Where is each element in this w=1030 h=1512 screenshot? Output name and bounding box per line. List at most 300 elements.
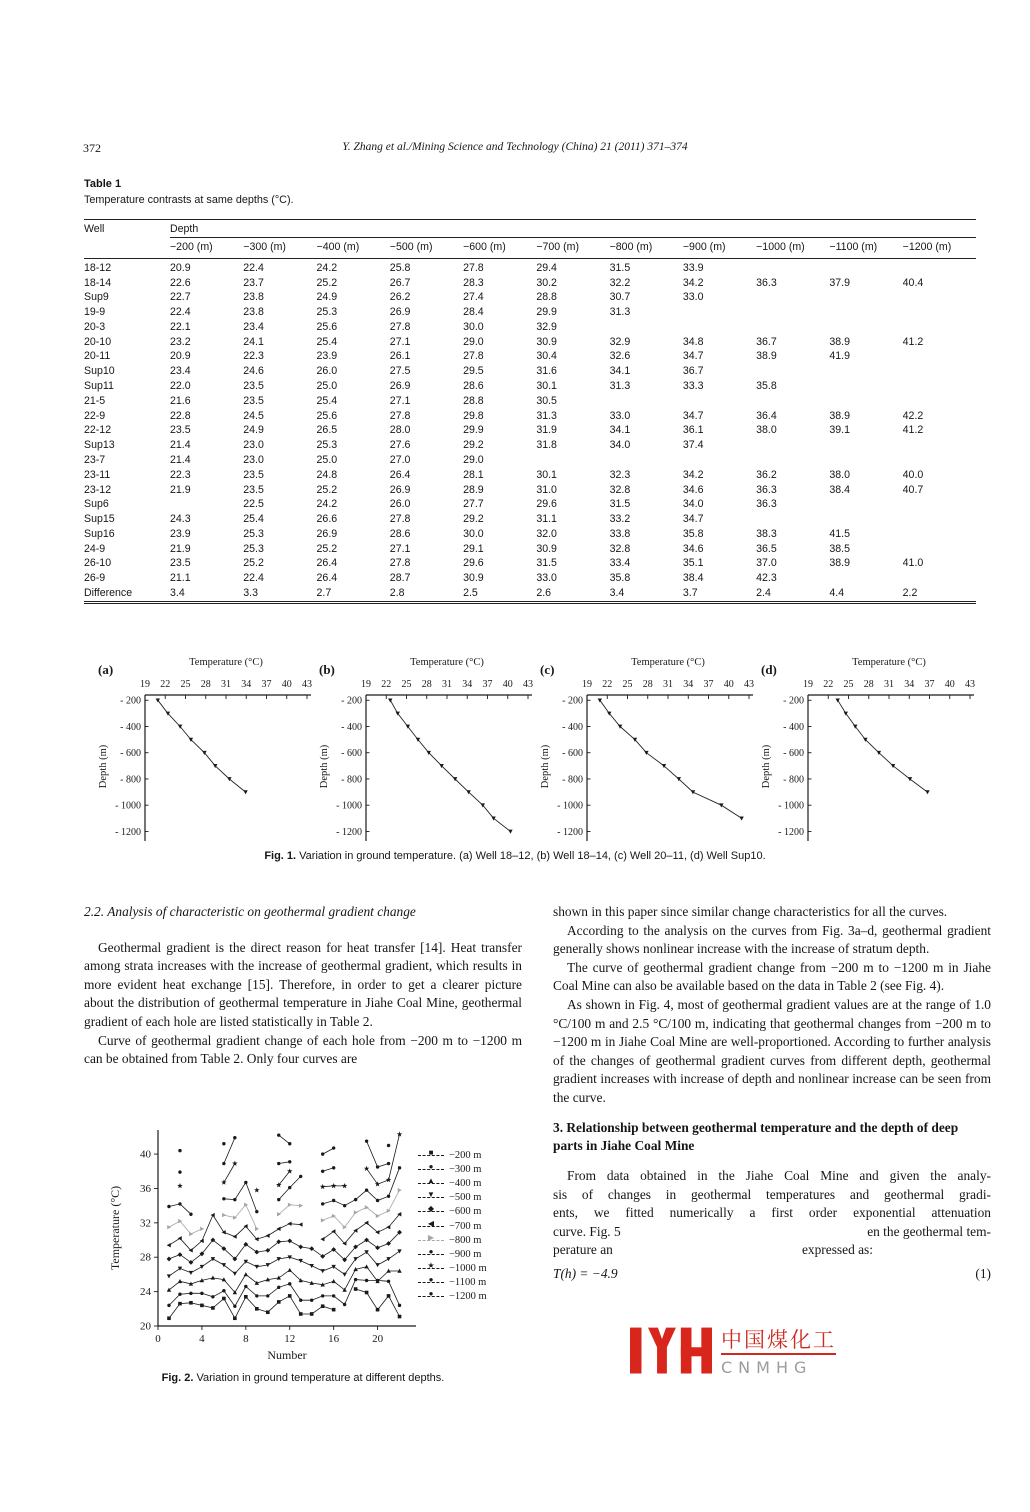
- table-cell-well: 20-3: [84, 320, 106, 333]
- svg-text:34: 34: [241, 679, 252, 690]
- equation-1-expression: T(h) = −4.9: [553, 1265, 618, 1281]
- legend-line-sample: [418, 1275, 444, 1285]
- table-cell-value: 24.5: [243, 409, 264, 422]
- svg-text:16: 16: [328, 1333, 340, 1345]
- table-cell-value: 38.4: [829, 483, 851, 496]
- section-3-heading: 3. Relationship between geothermal temperature and the depth of deep parts in Jiahe Coal Mine: [553, 1119, 959, 1153]
- svg-text:12: 12: [284, 1333, 296, 1345]
- table-cell-value: [829, 365, 902, 380]
- table-cell-value: 2.7: [316, 586, 332, 599]
- svg-text:37: 37: [482, 679, 493, 690]
- table-cell-value: 28.7: [389, 572, 411, 585]
- table-cell-value: 31.3: [536, 409, 557, 422]
- svg-text:20: 20: [372, 1333, 384, 1345]
- table-cell-value: [903, 258, 976, 276]
- table-cell-value: [903, 572, 976, 587]
- svg-text:Temperature (°C): Temperature (°C): [852, 657, 926, 668]
- table-cell-value: 34.1: [609, 424, 631, 437]
- table-cell-value: 30.1: [536, 468, 557, 481]
- svg-text:31: 31: [221, 679, 231, 690]
- table-cell-value: 27.8: [463, 261, 484, 274]
- table-cell-value: 38.3: [756, 527, 777, 540]
- table-cell-value: 31.9: [536, 424, 557, 437]
- table-cell-value: [903, 512, 976, 527]
- table-cell-value: 23.5: [243, 468, 264, 481]
- table-cell-value: [683, 394, 756, 409]
- table-cell-value: 32.8: [609, 542, 631, 555]
- table1-column-header: −1200 (m): [903, 238, 976, 259]
- svg-text:- 600: - 600: [341, 748, 362, 760]
- table-cell-value: 26.9: [389, 380, 411, 393]
- table-row: [84, 379, 976, 394]
- svg-text:- 1200: - 1200: [115, 826, 141, 838]
- legend-line-sample: [418, 1147, 444, 1157]
- table-cell-well: Sup13: [84, 439, 115, 452]
- table-cell-value: 25.2: [316, 542, 338, 555]
- table-cell-value: 23.0: [243, 439, 264, 452]
- table-cell-value: 25.3: [243, 527, 264, 540]
- table-cell-value: 29.9: [536, 306, 557, 319]
- table-cell-value: 26.6: [316, 513, 338, 526]
- table-cell-value: 30.2: [536, 276, 557, 289]
- svg-text:40: 40: [281, 679, 292, 690]
- svg-text:40: 40: [140, 1148, 151, 1161]
- left-paragraph-1: Geothermal gradient is the direct reason for heat transfer [14]. Heat transfer among strata increases with the increase of geothermal gradient, which results in more evident heat exchange [15]. Therefore, in order to get a clearer picture about the distribution of geothermal temperature in Jiahe Coal Mine, geothermal gradient of each hole are listed statistically in Table 2.: [84, 939, 522, 1029]
- table-cell-value: 36.1: [682, 424, 704, 437]
- svg-text:- 1000: - 1000: [336, 800, 362, 812]
- figure-1-caption-label: Fig. 1.: [264, 850, 297, 862]
- table-cell-value: [903, 498, 976, 513]
- table-cell-value: 22.3: [243, 350, 264, 363]
- table-cell-value: 36.3: [756, 483, 777, 496]
- svg-text:- 1000: - 1000: [115, 800, 141, 812]
- svg-text:Temperature (°C): Temperature (°C): [108, 1185, 122, 1271]
- table-cell-value: [756, 394, 829, 409]
- svg-text:28: 28: [863, 679, 874, 690]
- table-cell-well: 26-10: [84, 557, 112, 570]
- series-line: [279, 1135, 290, 1144]
- table-cell-value: [903, 365, 976, 380]
- svg-text:Depth (m): Depth (m): [319, 744, 330, 789]
- table-cell-value: 41.5: [829, 527, 851, 540]
- legend-item: [418, 1219, 487, 1233]
- svg-text:- 600: - 600: [562, 748, 583, 760]
- table-cell-value: 23.7: [243, 276, 264, 289]
- figure-2-caption-label: Fig. 2.: [161, 1372, 194, 1384]
- table-row: [84, 498, 976, 513]
- s3-fragment-right: expressed as:: [801, 1242, 873, 1258]
- table-cell-value: 42.2: [902, 409, 924, 422]
- table-cell-value: 26.4: [316, 572, 338, 585]
- series-line: [367, 1141, 389, 1167]
- svg-text:- 800: - 800: [562, 774, 583, 786]
- table-row: [84, 365, 976, 380]
- legend-label: −900 m: [449, 1248, 482, 1260]
- table-cell-value: [829, 306, 902, 321]
- series-line: [224, 1205, 257, 1229]
- table-cell-value: 33.0: [682, 291, 704, 304]
- svg-text:Temperature (°C): Temperature (°C): [189, 657, 263, 668]
- table-cell-value: 31.3: [609, 380, 631, 393]
- table-cell-value: 31.5: [536, 557, 557, 570]
- series-line: [169, 1296, 334, 1318]
- table-cell-value: 29.6: [463, 557, 484, 570]
- table-cell-value: 23.5: [170, 557, 191, 570]
- table-cell-value: 38.5: [829, 542, 851, 555]
- svg-text:Depth (m): Depth (m): [98, 744, 109, 789]
- svg-text:- 200: - 200: [783, 695, 804, 707]
- table-cell-value: 27.4: [463, 291, 484, 304]
- table-cell-value: [170, 498, 243, 513]
- table-cell-value: 40.4: [902, 276, 924, 289]
- series-line: [390, 700, 510, 831]
- table-cell-value: 21.4: [170, 453, 191, 466]
- table-cell-well: 22-9: [84, 409, 106, 422]
- table-cell-well: Sup9: [84, 291, 109, 304]
- svg-text:25: 25: [180, 679, 191, 690]
- series-line: [224, 1138, 235, 1164]
- legend-marker-icon: ◀: [427, 1218, 435, 1228]
- left-paragraph-2: Curve of geothermal gradient change of each hole from −200 m to −1200 m can be obtained from Table 2. Only four curves are: [84, 1032, 522, 1067]
- table-cell-value: 30.1: [536, 380, 557, 393]
- right-paragraph-1: shown in this paper since similar change characteristics for all the curves.: [553, 904, 948, 919]
- table-cell-value: 34.6: [682, 542, 704, 555]
- legend-item: [418, 1290, 487, 1304]
- table-cell-well: 23-12: [84, 483, 112, 496]
- section-3-paragraph: [553, 1167, 991, 1260]
- table-cell-value: 28.0: [389, 424, 411, 437]
- svg-text:- 1000: - 1000: [778, 800, 804, 812]
- table-cell-value: 31.5: [609, 498, 631, 511]
- svg-text:- 800: - 800: [120, 774, 141, 786]
- svg-text:- 400: - 400: [341, 721, 362, 733]
- table-cell-value: 33.0: [609, 409, 631, 422]
- table-cell-value: 26.5: [316, 424, 338, 437]
- table1-column-header: −400 (m): [317, 238, 390, 259]
- svg-text:19: 19: [803, 679, 813, 690]
- table-cell-value: 31.0: [536, 483, 557, 496]
- svg-text:20: 20: [140, 1320, 151, 1333]
- watermark-text: [721, 1329, 836, 1377]
- table-row: [84, 424, 976, 439]
- table-row: [84, 453, 976, 468]
- legend-label: −1000 m: [449, 1263, 487, 1275]
- svg-text:43: 43: [302, 679, 312, 690]
- svg-text:40: 40: [723, 679, 734, 690]
- table-cell-value: [903, 453, 976, 468]
- table-cell-value: 28.8: [536, 291, 557, 304]
- table-cell-value: 41.9: [829, 350, 851, 363]
- table-cell-value: [829, 498, 902, 513]
- section-2-2-heading: 2.2. Analysis of characteristic on geothermal gradient change: [84, 904, 416, 919]
- table1-depth-header: Depth: [170, 220, 976, 238]
- svg-text:43: 43: [965, 679, 975, 690]
- table-cell-value: 29.4: [536, 261, 557, 274]
- table-cell-value: 38.0: [756, 424, 777, 437]
- table-cell-value: 24.6: [243, 365, 264, 378]
- series-line: [279, 1205, 301, 1214]
- figure-1-caption: [0, 850, 1030, 862]
- table-cell-value: 22.0: [170, 380, 191, 393]
- svg-text:25: 25: [401, 679, 412, 690]
- table-cell-value: [903, 291, 976, 306]
- legend-label: −1100 m: [449, 1277, 487, 1289]
- table-cell-value: [683, 306, 756, 321]
- figure-2-caption: [84, 1372, 522, 1384]
- table-cell-value: 26.0: [316, 365, 338, 378]
- series-line: [838, 700, 928, 792]
- table-cell-value: [610, 320, 683, 335]
- table-cell-value: [536, 453, 609, 468]
- table-cell-value: 27.0: [389, 453, 411, 466]
- table-cell-value: [903, 439, 976, 454]
- table-row: [84, 527, 976, 542]
- legend-label: −300 m: [449, 1163, 482, 1175]
- svg-text:8: 8: [243, 1333, 249, 1345]
- table-cell-value: 36.7: [756, 335, 777, 348]
- table-row: [84, 320, 976, 335]
- table-cell-value: 30.5: [536, 394, 557, 407]
- svg-text:22: 22: [602, 679, 613, 690]
- table-cell-value: [756, 320, 829, 335]
- svg-text:31: 31: [663, 679, 673, 690]
- svg-text:28: 28: [642, 679, 653, 690]
- table-cell-value: [829, 512, 902, 527]
- table-cell-value: 25.4: [243, 513, 264, 526]
- table-row: [84, 335, 976, 350]
- legend-marker-icon: ▶: [427, 1232, 435, 1242]
- legend-line-sample: [418, 1190, 444, 1200]
- table-cell-value: 27.1: [389, 394, 411, 407]
- legend-marker-icon: ●: [428, 1289, 434, 1299]
- legend-marker-icon: ■: [428, 1147, 434, 1157]
- table-cell-value: 22.5: [243, 498, 264, 511]
- table-cell-value: 40.7: [902, 483, 924, 496]
- table-cell-value: 36.7: [682, 365, 704, 378]
- table1: [84, 219, 976, 604]
- legend-label: −700 m: [449, 1220, 482, 1232]
- table-cell-value: 26.9: [389, 306, 411, 319]
- svg-text:Number: Number: [267, 1348, 307, 1362]
- svg-text:- 1200: - 1200: [336, 826, 362, 838]
- svg-text:- 800: - 800: [341, 774, 362, 786]
- table-cell-value: 30.9: [536, 542, 557, 555]
- table-cell-value: [610, 394, 683, 409]
- table-cell-value: 25.8: [389, 261, 411, 274]
- svg-text:- 1200: - 1200: [557, 826, 583, 838]
- table-cell-value: [756, 512, 829, 527]
- svg-text:- 200: - 200: [341, 695, 362, 707]
- table-cell-value: 23.5: [243, 380, 264, 393]
- table-row: [84, 276, 976, 291]
- table-cell-well: 22-12: [84, 424, 112, 437]
- series-line: [323, 1214, 400, 1243]
- s3-line: From data obtained in the Jiahe Coal Mine and given the analy-: [567, 1167, 991, 1183]
- table-cell-value: 33.8: [609, 527, 631, 540]
- table-cell-value: 25.2: [243, 557, 264, 570]
- table-cell-value: 34.2: [682, 276, 704, 289]
- svg-text:0: 0: [155, 1333, 161, 1345]
- table-cell-value: 25.4: [316, 394, 338, 407]
- table-row: [84, 468, 976, 483]
- svg-text:19: 19: [140, 679, 150, 690]
- table-row: [84, 542, 976, 557]
- legend-item: [418, 1176, 487, 1190]
- right-column: [553, 903, 991, 1284]
- watermark: [630, 1321, 874, 1385]
- legend-item: [418, 1276, 487, 1290]
- table-cell-value: 25.3: [243, 542, 264, 555]
- table1-column-header: −600 (m): [463, 238, 536, 259]
- legend-label: −800 m: [449, 1234, 482, 1246]
- svg-text:- 200: - 200: [562, 695, 583, 707]
- table-row: [84, 572, 976, 587]
- legend-item: [418, 1148, 487, 1162]
- svg-text:40: 40: [944, 679, 955, 690]
- table-row: [84, 439, 976, 454]
- legend-label: −200 m: [449, 1149, 482, 1161]
- table-cell-value: 20.9: [170, 261, 191, 274]
- table-cell-well: Sup16: [84, 527, 115, 540]
- table-cell-well: 18-14: [84, 276, 112, 289]
- table-cell-value: 29.5: [463, 365, 484, 378]
- table-cell-value: 33.9: [682, 261, 704, 274]
- table-cell-value: 3.4: [609, 586, 625, 599]
- table-row: [84, 258, 976, 276]
- legend-item: [418, 1205, 487, 1219]
- table-cell-value: 26.4: [389, 468, 411, 481]
- table-cell-value: 31.5: [609, 261, 631, 274]
- table-cell-value: 21.1: [170, 572, 191, 585]
- series-line: [356, 1289, 400, 1317]
- table-cell-value: 28.4: [463, 306, 484, 319]
- svg-text:31: 31: [884, 679, 894, 690]
- table-cell-value: 36.4: [756, 409, 777, 422]
- table1-body: [84, 258, 976, 602]
- table-cell-value: [903, 542, 976, 557]
- table-cell-well: 21-5: [84, 394, 106, 407]
- table1-column-header: −1000 (m): [756, 238, 829, 259]
- table-cell-value: 23.8: [243, 291, 264, 304]
- legend-marker-icon: ◆: [427, 1204, 435, 1214]
- legend-line-sample: [418, 1232, 444, 1242]
- table-cell-value: 25.3: [316, 306, 338, 319]
- table-cell-value: 28.3: [463, 276, 484, 289]
- svg-text:- 400: - 400: [783, 721, 804, 733]
- svg-text:- 400: - 400: [120, 721, 141, 733]
- legend-item: [418, 1162, 487, 1176]
- table-cell-value: 24.9: [243, 424, 264, 437]
- legend-label: −500 m: [449, 1192, 482, 1204]
- table-cell-value: 32.3: [609, 468, 631, 481]
- table-cell-value: [903, 306, 976, 321]
- svg-text:34: 34: [683, 679, 694, 690]
- table-cell-value: 24.1: [243, 335, 264, 348]
- legend-item: [418, 1247, 487, 1261]
- table-cell-value: 29.9: [463, 424, 484, 437]
- table-cell-value: 23.0: [243, 453, 264, 466]
- table-row: [84, 291, 976, 306]
- table-cell-value: 21.9: [170, 542, 191, 555]
- table-cell-value: 22.4: [170, 306, 191, 319]
- table-cell-value: [756, 306, 829, 321]
- table-cell-value: [903, 527, 976, 542]
- table-cell-value: [903, 379, 976, 394]
- table-cell-value: 29.8: [463, 409, 484, 422]
- table-cell-value: 26.9: [389, 483, 411, 496]
- table-cell-value: [683, 320, 756, 335]
- table-cell-value: 22.4: [243, 572, 264, 585]
- table-row: [84, 512, 976, 527]
- table-cell-value: 24.2: [316, 498, 338, 511]
- table-cell-value: [829, 394, 902, 409]
- table-cell-value: 37.0: [756, 557, 777, 570]
- table-cell-well: 19-9: [84, 306, 106, 319]
- table-cell-value: 32.9: [609, 335, 631, 348]
- table-row: [84, 557, 976, 572]
- table-cell-value: 25.4: [316, 335, 338, 348]
- right-paragraph-2: According to the analysis on the curves from Fig. 3a–d, geothermal gradient generally shows nonlinear increase with the increase of stratum depth.: [553, 922, 991, 957]
- svg-text:Depth (m): Depth (m): [761, 744, 772, 789]
- table-row: [84, 394, 976, 409]
- right-paragraph-4: As shown in Fig. 4, most of geothermal gradient values are at the range of 1.0 °C/100 m and 2.5 °C/100 m, indicating that geothermal changes from −200 m to −1200 m in Jiahe Coal Mine are well-proportioned. According to further analysis of the changes of geothermal gradient curves from different depth, geothermal gradient increases with increase of depth and nonlinear increase can be seen from the curve.: [553, 996, 991, 1105]
- table-cell-value: 2.6: [536, 586, 552, 599]
- table-cell-value: 33.4: [609, 557, 631, 570]
- table-cell-value: 28.9: [463, 483, 484, 496]
- table-cell-value: 28.1: [463, 468, 484, 481]
- table-cell-value: 30.4: [536, 350, 557, 363]
- svg-text:37: 37: [924, 679, 935, 690]
- legend-label: −400 m: [449, 1177, 482, 1189]
- svg-text:- 1000: - 1000: [557, 800, 583, 812]
- svg-text:34: 34: [462, 679, 473, 690]
- table-cell-value: 32.0: [536, 527, 557, 540]
- legend-marker-icon: ●: [428, 1161, 434, 1171]
- table-cell-value: [903, 350, 976, 365]
- table1-label: Table 1: [84, 178, 122, 190]
- legend-marker-icon: ▲: [427, 1175, 435, 1185]
- table-cell-value: 38.9: [829, 335, 851, 348]
- table-cell-value: 41.0: [902, 557, 924, 570]
- table-cell-value: 39.1: [829, 424, 851, 437]
- table-cell-value: 27.8: [463, 350, 484, 363]
- table-cell-value: 27.8: [389, 409, 411, 422]
- table-cell-value: 24.9: [316, 291, 338, 304]
- table-cell-well: 23-7: [84, 453, 106, 466]
- table-cell-value: 29.1: [463, 542, 484, 555]
- table-cell-value: 30.0: [463, 320, 484, 333]
- s3-line: sis of changes in geothermal temperatures and geothermal gradi-: [553, 1186, 991, 1202]
- table-cell-value: 25.3: [316, 439, 338, 452]
- table-cell-value: 30.0: [463, 527, 484, 540]
- svg-text:- 1200: - 1200: [778, 826, 804, 838]
- svg-text:(a): (a): [98, 662, 114, 677]
- table-cell-value: 3.7: [682, 586, 698, 599]
- table-cell-value: 31.6: [536, 365, 557, 378]
- table-cell-value: 22.3: [170, 468, 191, 481]
- table-cell-value: 40.0: [902, 468, 924, 481]
- table-cell-value: 23.9: [316, 350, 338, 363]
- table-cell-value: 28.6: [389, 527, 411, 540]
- series-line: [169, 1251, 400, 1276]
- table-cell-value: 2.8: [389, 586, 405, 599]
- equation-1-number: (1): [975, 1265, 991, 1281]
- figure-1-panel-d: [757, 653, 978, 849]
- table-cell-value: 26.4: [316, 557, 338, 570]
- series-line: [224, 1182, 257, 1211]
- running-head: Y. Zhang et al./Mining Science and Technology (China) 21 (2011) 371–374: [342, 141, 688, 153]
- table-row: [84, 306, 976, 321]
